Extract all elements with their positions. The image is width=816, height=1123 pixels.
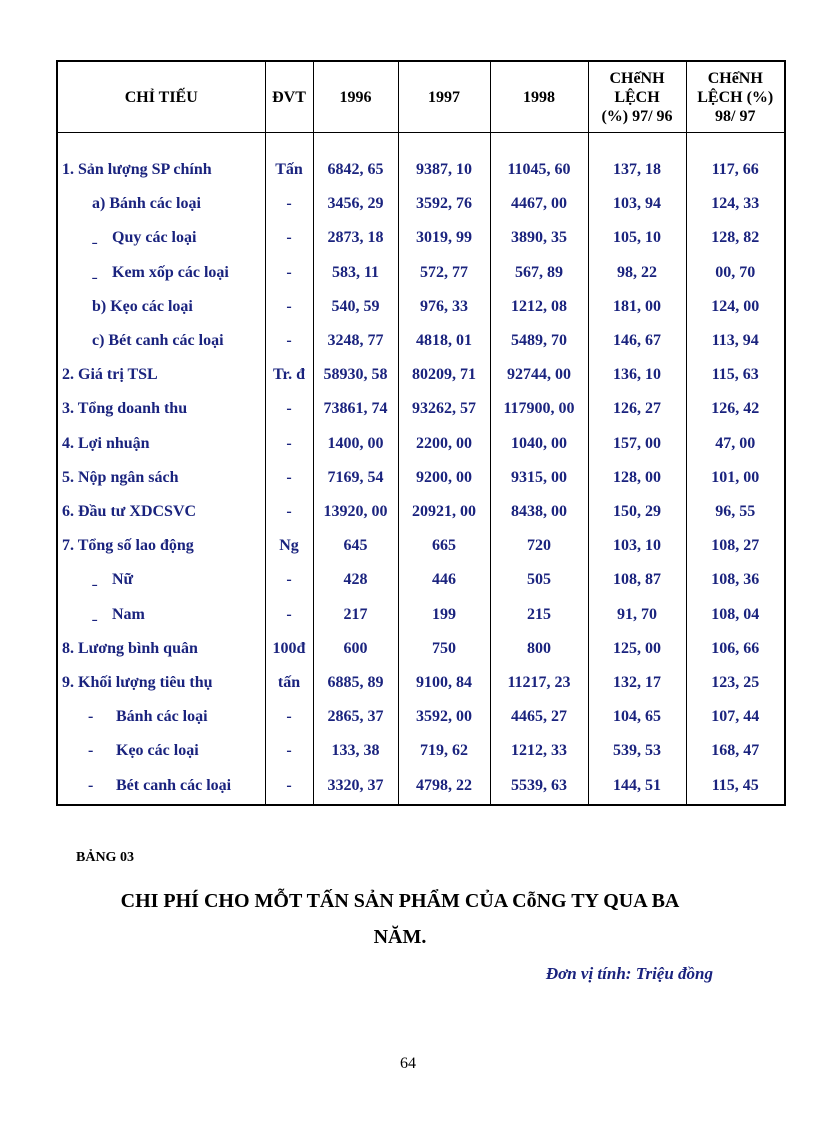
cell-unit: -	[265, 461, 313, 495]
cell-v1996: 3248, 77	[313, 324, 398, 358]
cell-v1997: 719, 62	[398, 734, 490, 768]
cell-v1996: 13920, 00	[313, 495, 398, 529]
header-indicator: CHỈ TIẾU	[57, 61, 265, 133]
table-row	[57, 666, 785, 700]
cell-d1: 104, 65	[588, 700, 686, 734]
cell-d1: 126, 27	[588, 392, 686, 426]
section-heading	[60, 883, 740, 955]
cell-v1996: 583, 11	[313, 256, 398, 290]
cell-unit: -	[265, 392, 313, 426]
header-unit: ĐVT	[265, 61, 313, 133]
cell-v1998: 215	[490, 597, 588, 631]
cell-unit: Ng	[265, 529, 313, 563]
cell-v1998: 11217, 23	[490, 666, 588, 700]
cell-v1998: 92744, 00	[490, 358, 588, 392]
header-diff2-line2: LỆCH (%)	[697, 88, 774, 106]
cell-v1998: 1212, 08	[490, 290, 588, 324]
cell-d1: 105, 10	[588, 221, 686, 255]
table-caption: BẢNG 03	[76, 850, 134, 865]
cell-d2: 108, 36	[711, 571, 760, 589]
row-indicator	[57, 290, 265, 324]
cell-v1998: 1040, 00	[490, 427, 588, 461]
row-indicator-label: Quy các loại	[112, 229, 197, 247]
cell-v1997: 572, 77	[398, 256, 490, 290]
header-1996: 1996	[313, 61, 398, 133]
cell-v1997: 4798, 22	[398, 768, 490, 805]
cell-v1996: 2865, 37	[313, 700, 398, 734]
row-indicator-label: Bét canh các loại	[116, 777, 232, 795]
cell-d1: 125, 00	[588, 632, 686, 666]
cell-d1: 181, 00	[588, 290, 686, 324]
cell-d2: 106, 66	[711, 639, 760, 657]
cell-unit: -	[265, 734, 313, 768]
cell-unit: -	[265, 597, 313, 631]
cell-v1997: 9200, 00	[398, 461, 490, 495]
cell-v1997: 20921, 00	[398, 495, 490, 529]
cell-d2: 124, 00	[711, 297, 760, 315]
cell-v1996: 73861, 74	[313, 392, 398, 426]
row-indicator	[57, 632, 265, 666]
cell-v1998: 1212, 33	[490, 734, 588, 768]
cell-d1: 108, 87	[588, 563, 686, 597]
cell-d1: 146, 67	[588, 324, 686, 358]
row-indicator-label: a) Bánh các loại	[92, 195, 201, 213]
cell-v1997: 3019, 99	[398, 221, 490, 255]
table-row	[57, 461, 785, 495]
row-indicator	[57, 734, 265, 768]
cell-unit: -	[265, 700, 313, 734]
table-row	[57, 187, 785, 221]
row-indicator	[57, 392, 265, 426]
unit-note: Đơn vị tính: Triệu đồng	[545, 964, 713, 983]
dash-marker: -	[88, 777, 94, 795]
cell-d2: 00, 70	[715, 263, 756, 281]
cell-v1996: 217	[313, 597, 398, 631]
cell-v1997: 93262, 57	[398, 392, 490, 426]
row-indicator	[57, 529, 265, 563]
cell-unit: -	[265, 427, 313, 461]
cell-v1997: 446	[398, 563, 490, 597]
cell-d2: 126, 42	[711, 400, 760, 418]
row-indicator-label: Nữ	[112, 571, 134, 589]
heading-line-2: NĂM.	[373, 926, 427, 948]
row-indicator	[57, 256, 265, 290]
cell-v1997: 4818, 01	[398, 324, 490, 358]
cell-v1998: 3890, 35	[490, 221, 588, 255]
cell-d2: 108, 27	[711, 537, 760, 555]
cell-unit: -	[265, 256, 313, 290]
cell-d2: 107, 44	[711, 708, 760, 726]
row-indicator	[57, 700, 265, 734]
cell-d2: 128, 82	[711, 229, 760, 247]
cell-unit: -	[265, 563, 313, 597]
header-diff2-line3: 98/ 97	[715, 107, 756, 125]
table-row	[57, 632, 785, 666]
cell-v1996: 58930, 58	[313, 358, 398, 392]
cell-v1997: 976, 33	[398, 290, 490, 324]
row-indicator	[57, 563, 265, 597]
dash-marker: ˍ	[92, 229, 98, 247]
cell-d1: 91, 70	[588, 597, 686, 631]
header-1997: 1997	[398, 61, 490, 133]
cell-v1998: 720	[490, 529, 588, 563]
cell-d1: 132, 17	[588, 666, 686, 700]
cell-v1996: 645	[313, 529, 398, 563]
row-indicator	[57, 221, 265, 255]
row-indicator	[57, 597, 265, 631]
row-indicator-label: c) Bét canh các loại	[92, 332, 224, 350]
cell-v1998: 5489, 70	[490, 324, 588, 358]
page-number: 64	[400, 1055, 416, 1072]
row-indicator-label: 1. Sản lượng SP chính	[62, 161, 212, 179]
table-row	[57, 734, 785, 768]
cell-unit: -	[265, 324, 313, 358]
cell-d2: 115, 63	[711, 366, 759, 384]
cell-v1996: 2873, 18	[313, 221, 398, 255]
cell-v1997: 665	[398, 529, 490, 563]
row-indicator-label: 3. Tổng doanh thu	[62, 400, 188, 418]
cell-v1998: 505	[490, 563, 588, 597]
cell-v1998: 4467, 00	[490, 187, 588, 221]
cell-d2: 123, 25	[711, 673, 760, 691]
cell-v1998: 5539, 63	[490, 768, 588, 805]
table-row	[57, 529, 785, 563]
cell-unit: tấn	[265, 666, 313, 700]
table-row	[57, 392, 785, 426]
row-indicator	[57, 324, 265, 358]
header-diff-98-97	[686, 61, 785, 133]
cell-d2: 47, 00	[715, 434, 756, 452]
row-indicator	[57, 358, 265, 392]
cell-unit: -	[265, 768, 313, 805]
cell-v1997: 2200, 00	[398, 427, 490, 461]
cell-d1: 539, 53	[588, 734, 686, 768]
row-indicator-label: 2. Giá trị TSL	[62, 366, 158, 384]
cell-d2: 117, 66	[711, 161, 759, 179]
row-indicator-label: Kem xốp các loại	[112, 263, 229, 281]
cell-v1998: 4465, 27	[490, 700, 588, 734]
row-indicator-label: Bánh các loại	[116, 708, 208, 726]
dash-marker: -	[88, 742, 94, 760]
cell-unit: 100đ	[265, 632, 313, 666]
cell-d2: 115, 45	[711, 777, 759, 795]
header-diff1-line1: CHếNH	[609, 69, 665, 87]
cell-d1: 98, 22	[588, 256, 686, 290]
cell-d2: 101, 00	[711, 468, 760, 486]
cell-v1998: 9315, 00	[490, 461, 588, 495]
header-diff-97-96	[588, 61, 686, 133]
cell-v1998: 11045, 60	[490, 153, 588, 187]
cell-v1998: 117900, 00	[490, 392, 588, 426]
row-indicator-label: 4. Lợi nhuận	[62, 434, 150, 452]
table-row	[57, 427, 785, 461]
header-1998: 1998	[490, 61, 588, 133]
cell-v1997: 3592, 76	[398, 187, 490, 221]
cell-v1997: 9387, 10	[398, 153, 490, 187]
table-row	[57, 153, 785, 187]
cell-v1998: 800	[490, 632, 588, 666]
cell-d1: 137, 18	[588, 153, 686, 187]
row-indicator	[57, 666, 265, 700]
cell-unit: -	[265, 290, 313, 324]
table-row	[57, 290, 785, 324]
cell-d1: 128, 00	[588, 461, 686, 495]
table-row	[57, 221, 785, 255]
cell-unit: Tấn	[265, 153, 313, 187]
cell-unit: Tr. đ	[265, 358, 313, 392]
cell-v1996: 6885, 89	[313, 666, 398, 700]
dash-marker: ˍ	[92, 571, 98, 589]
row-indicator-label: 6. Đầu tư XDCSVC	[62, 502, 197, 520]
cell-d2: 108, 04	[711, 605, 760, 623]
cell-v1996: 6842, 65	[313, 153, 398, 187]
cell-d1: 157, 00	[588, 427, 686, 461]
cell-v1996: 3456, 29	[313, 187, 398, 221]
cell-v1998: 8438, 00	[490, 495, 588, 529]
cell-v1996: 7169, 54	[313, 461, 398, 495]
row-indicator-label: 9. Khối lượng tiêu thụ	[62, 673, 213, 691]
row-indicator	[57, 187, 265, 221]
row-indicator-label: 5. Nộp ngân sách	[62, 468, 179, 486]
dash-marker: -	[88, 708, 94, 726]
cell-v1996: 1400, 00	[313, 427, 398, 461]
cell-d1: 103, 94	[588, 187, 686, 221]
table-row	[57, 495, 785, 529]
row-indicator	[57, 427, 265, 461]
spacer-row	[57, 133, 785, 154]
table-row	[57, 256, 785, 290]
row-indicator	[57, 495, 265, 529]
table-row	[57, 358, 785, 392]
cell-d1: 136, 10	[588, 358, 686, 392]
table-row	[57, 700, 785, 734]
cell-v1996: 600	[313, 632, 398, 666]
cell-v1996: 428	[313, 563, 398, 597]
dash-marker: ˍ	[92, 263, 98, 281]
cell-d1: 103, 10	[588, 529, 686, 563]
cell-unit: -	[265, 187, 313, 221]
row-indicator-label: 8. Lương bình quân	[62, 639, 198, 657]
cell-d2: 96, 55	[715, 502, 756, 520]
cell-v1997: 80209, 71	[398, 358, 490, 392]
cell-unit: -	[265, 495, 313, 529]
cell-v1996: 133, 38	[313, 734, 398, 768]
cell-v1996: 3320, 37	[313, 768, 398, 805]
financial-table	[56, 60, 786, 806]
row-indicator-label: b) Kẹo các loại	[92, 297, 193, 315]
cell-d2: 124, 33	[711, 195, 760, 213]
cell-v1997: 750	[398, 632, 490, 666]
cell-v1997: 199	[398, 597, 490, 631]
table-row	[57, 324, 785, 358]
row-indicator	[57, 461, 265, 495]
financial-table-container	[56, 60, 784, 806]
cell-unit: -	[265, 221, 313, 255]
row-indicator	[57, 768, 265, 805]
header-diff1-line3: (%) 97/ 96	[601, 107, 673, 125]
cell-v1998: 567, 89	[490, 256, 588, 290]
cell-v1997: 3592, 00	[398, 700, 490, 734]
header-diff2-line1: CHếNH	[707, 69, 763, 87]
row-indicator	[57, 153, 265, 187]
table-row	[57, 768, 785, 805]
cell-d2: 113, 94	[711, 332, 759, 350]
cell-d1: 150, 29	[588, 495, 686, 529]
row-indicator-label: Nam	[112, 605, 145, 623]
cell-v1996: 540, 59	[313, 290, 398, 324]
dash-marker: ˍ	[92, 605, 98, 623]
cell-d1: 144, 51	[588, 768, 686, 805]
heading-line-1: CHI PHÍ CHO MỖT TẤN SẢN PHẨM CỦA CỗNG TY QUA BA	[120, 890, 680, 912]
header-diff1-line2: LỆCH	[614, 88, 660, 106]
row-indicator-label: 7. Tổng số lao động	[62, 537, 194, 555]
table-row	[57, 597, 785, 631]
row-indicator-label: Kẹo các loại	[116, 742, 199, 760]
cell-v1997: 9100, 84	[398, 666, 490, 700]
table-row	[57, 563, 785, 597]
cell-d2: 168, 47	[711, 742, 760, 760]
table-header-row	[57, 61, 785, 133]
